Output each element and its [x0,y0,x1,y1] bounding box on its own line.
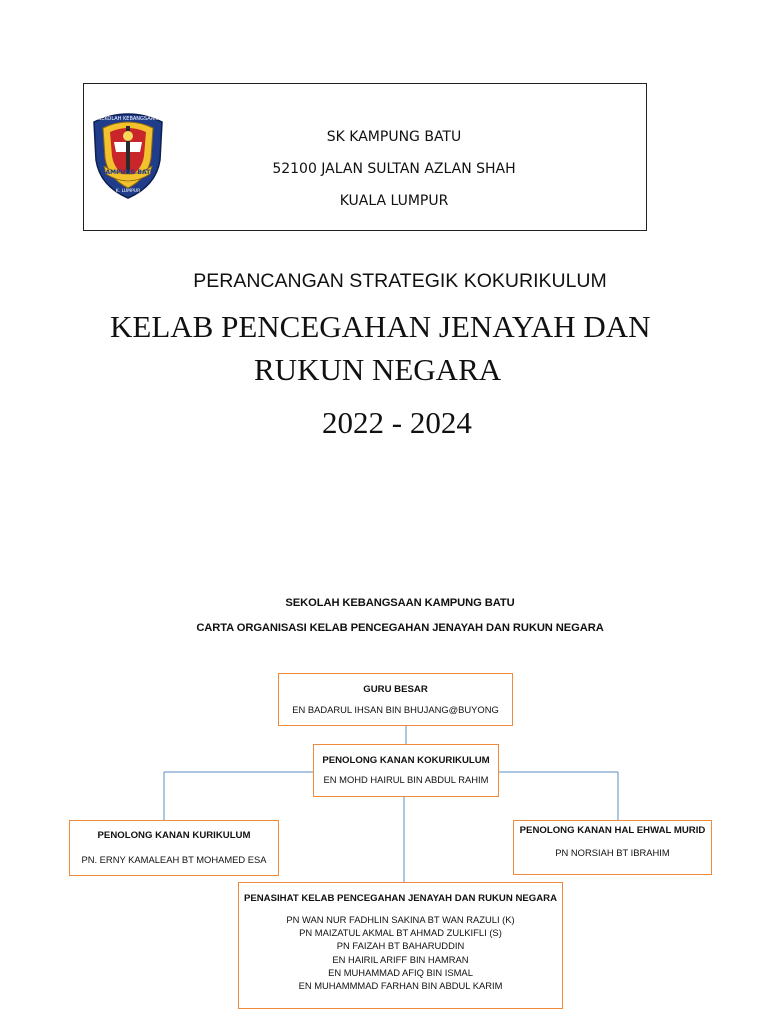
pk-hem-role: PENOLONG KANAN HAL EHWAL MURID [519,825,706,836]
penasihat-member: PN FAIZAH BT BAHARUDDIN [336,940,465,952]
org-box-pk-kurikulum [69,820,279,876]
org-box-pk-kokurikulum [313,744,499,797]
penasihat-members [239,913,562,992]
document-title-line1: KELAB PENCEGAHAN JENAYAH DAN [110,309,651,344]
penasihat-member: EN HAIRIL ARIFF BIN HAMRAN [332,953,469,965]
guru-besar-role: GURU BESAR [363,684,428,695]
school-city: KUALA LUMPUR [339,193,449,209]
org-box-pk-hem [513,820,712,875]
org-chart-title: CARTA ORGANISASI KELAB PENCEGAHAN JENAYAH DAN RUKUN NEGARA [196,622,604,634]
document-title-line2: RUKUN NEGARA [254,352,502,387]
crest-text-small: K. LUMPUR [115,189,141,194]
crest-text-top: SEKOLAH KEBANGSAAN [98,116,158,122]
guru-besar-name: EN BADARUL IHSAN BIN BHUJANG@BUYONG [292,704,499,715]
penasihat-role: PENASIHAT KELAB PENCEGAHAN JENAYAH DAN RUKUN NEGARA [243,893,558,904]
org-box-guru-besar [278,673,513,726]
document-subtitle: PERANCANGAN STRATEGIK KOKURIKULUM [193,270,607,292]
pk-kokurikulum-name: EN MOHD HAIRUL BIN ABDUL RAHIM [323,774,489,785]
penasihat-member: EN MUHAMMMAD FARHAN BIN ABDUL KARIM [298,980,503,992]
org-box-penasihat [238,882,563,1009]
org-chart-school: SEKOLAH KEBANGSAAN KAMPUNG BATU [285,597,515,609]
penasihat-member: EN MUHAMMAD AFIQ BIN ISMAL [328,966,473,978]
school-name: SK KAMPUNG BATU [326,129,462,145]
pk-kurikulum-role: PENOLONG KANAN KURIKULUM [97,830,251,841]
school-address: 52100 JALAN SULTAN AZLAN SHAH [272,161,516,177]
penasihat-member: PN MAIZATUL AKMAL BT AHMAD ZULKIFLI (S) [299,927,502,939]
pk-kokurikulum-role: PENOLONG KANAN KOKURIKULUM [322,755,490,766]
document-years: 2022 - 2024 [322,405,472,440]
crest-text-bottom: KAMPUNG BATU [100,169,156,176]
pk-kurikulum-name: PN. ERNY KAMALEAH BT MOHAMED ESA [81,854,267,865]
pk-hem-name: PN NORSIAH BT IBRAHIM [555,847,670,858]
penasihat-member: PN WAN NUR FADHLIN SAKINA BT WAN RAZULI (K) [286,914,515,925]
